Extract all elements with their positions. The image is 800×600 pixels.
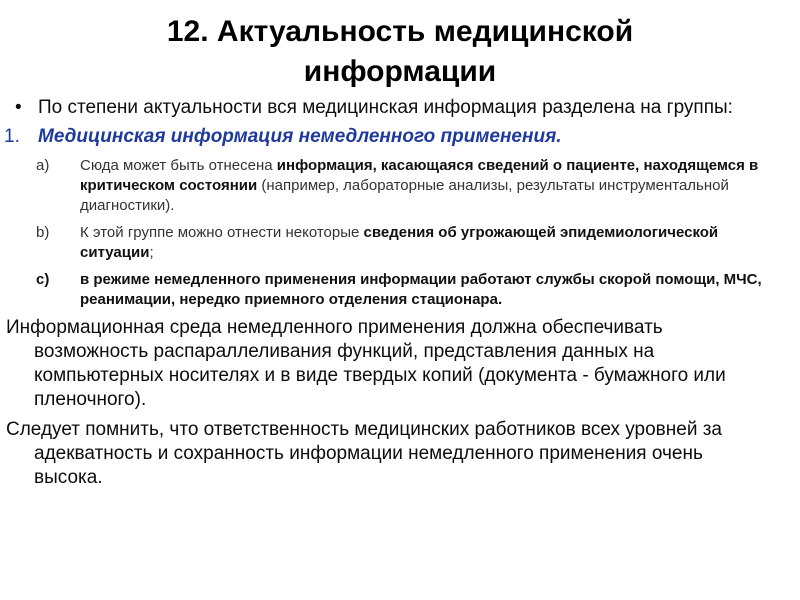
slide-title-line2: информации [303, 55, 497, 88]
numbered-marker: 1. [4, 126, 20, 147]
subitem-c [0, 270, 770, 310]
subitem-b-text2: ; [149, 244, 154, 261]
paragraph-2: Следует помнить, что ответственность медицинских работников всех уровней за адекватность и сохранность информации немедленного применения очень высока. [6, 419, 722, 488]
paragraph-1: Информационная среда немедленного применения должна обеспечивать возможность распараллеливания функций, представления данных на компьютерных носителях и в виде твердых копий (документа - бумажного или пленочного). [6, 317, 726, 410]
subitem-a-text2: (например, лабораторные анализы, результаты инструментальной диагностики). [80, 177, 729, 214]
subitem-b-bold: сведения об угрожающей эпидемиологической ситуации [80, 224, 719, 261]
slide-body [0, 96, 800, 490]
subitem-c-bold: в режиме немедленного применения информации работают службы скорой помощи, МЧС, реанимации, нередко приемного отделения стационара. [80, 271, 762, 308]
intro-bullet [0, 96, 774, 119]
numbered-item-1 [0, 125, 800, 149]
subitem-b [0, 223, 770, 263]
subitem-a-text1: Сюда может быть отнесена [80, 157, 277, 174]
subitem-b-text1: К этой группе можно отнести некоторые [80, 224, 364, 241]
slide-title [0, 12, 800, 92]
subitem-c-marker: c) [36, 271, 50, 288]
numbered-item-text: Медицинская информация немедленного применения. [38, 126, 562, 147]
subitem-b-marker: b) [36, 224, 50, 241]
bullet-icon: • [15, 97, 22, 118]
subitem-a [0, 156, 770, 216]
slide-title-line1: 12. Актуальность медицинской [166, 15, 634, 48]
subitem-a-marker: a) [36, 157, 50, 174]
subitem-a-bold: информация, касающаяся сведений о пациенте, находящемся в критическом состоянии [80, 157, 759, 194]
intro-bullet-text: По степени актуальности вся медицинская информация разделена на группы: [38, 97, 733, 118]
